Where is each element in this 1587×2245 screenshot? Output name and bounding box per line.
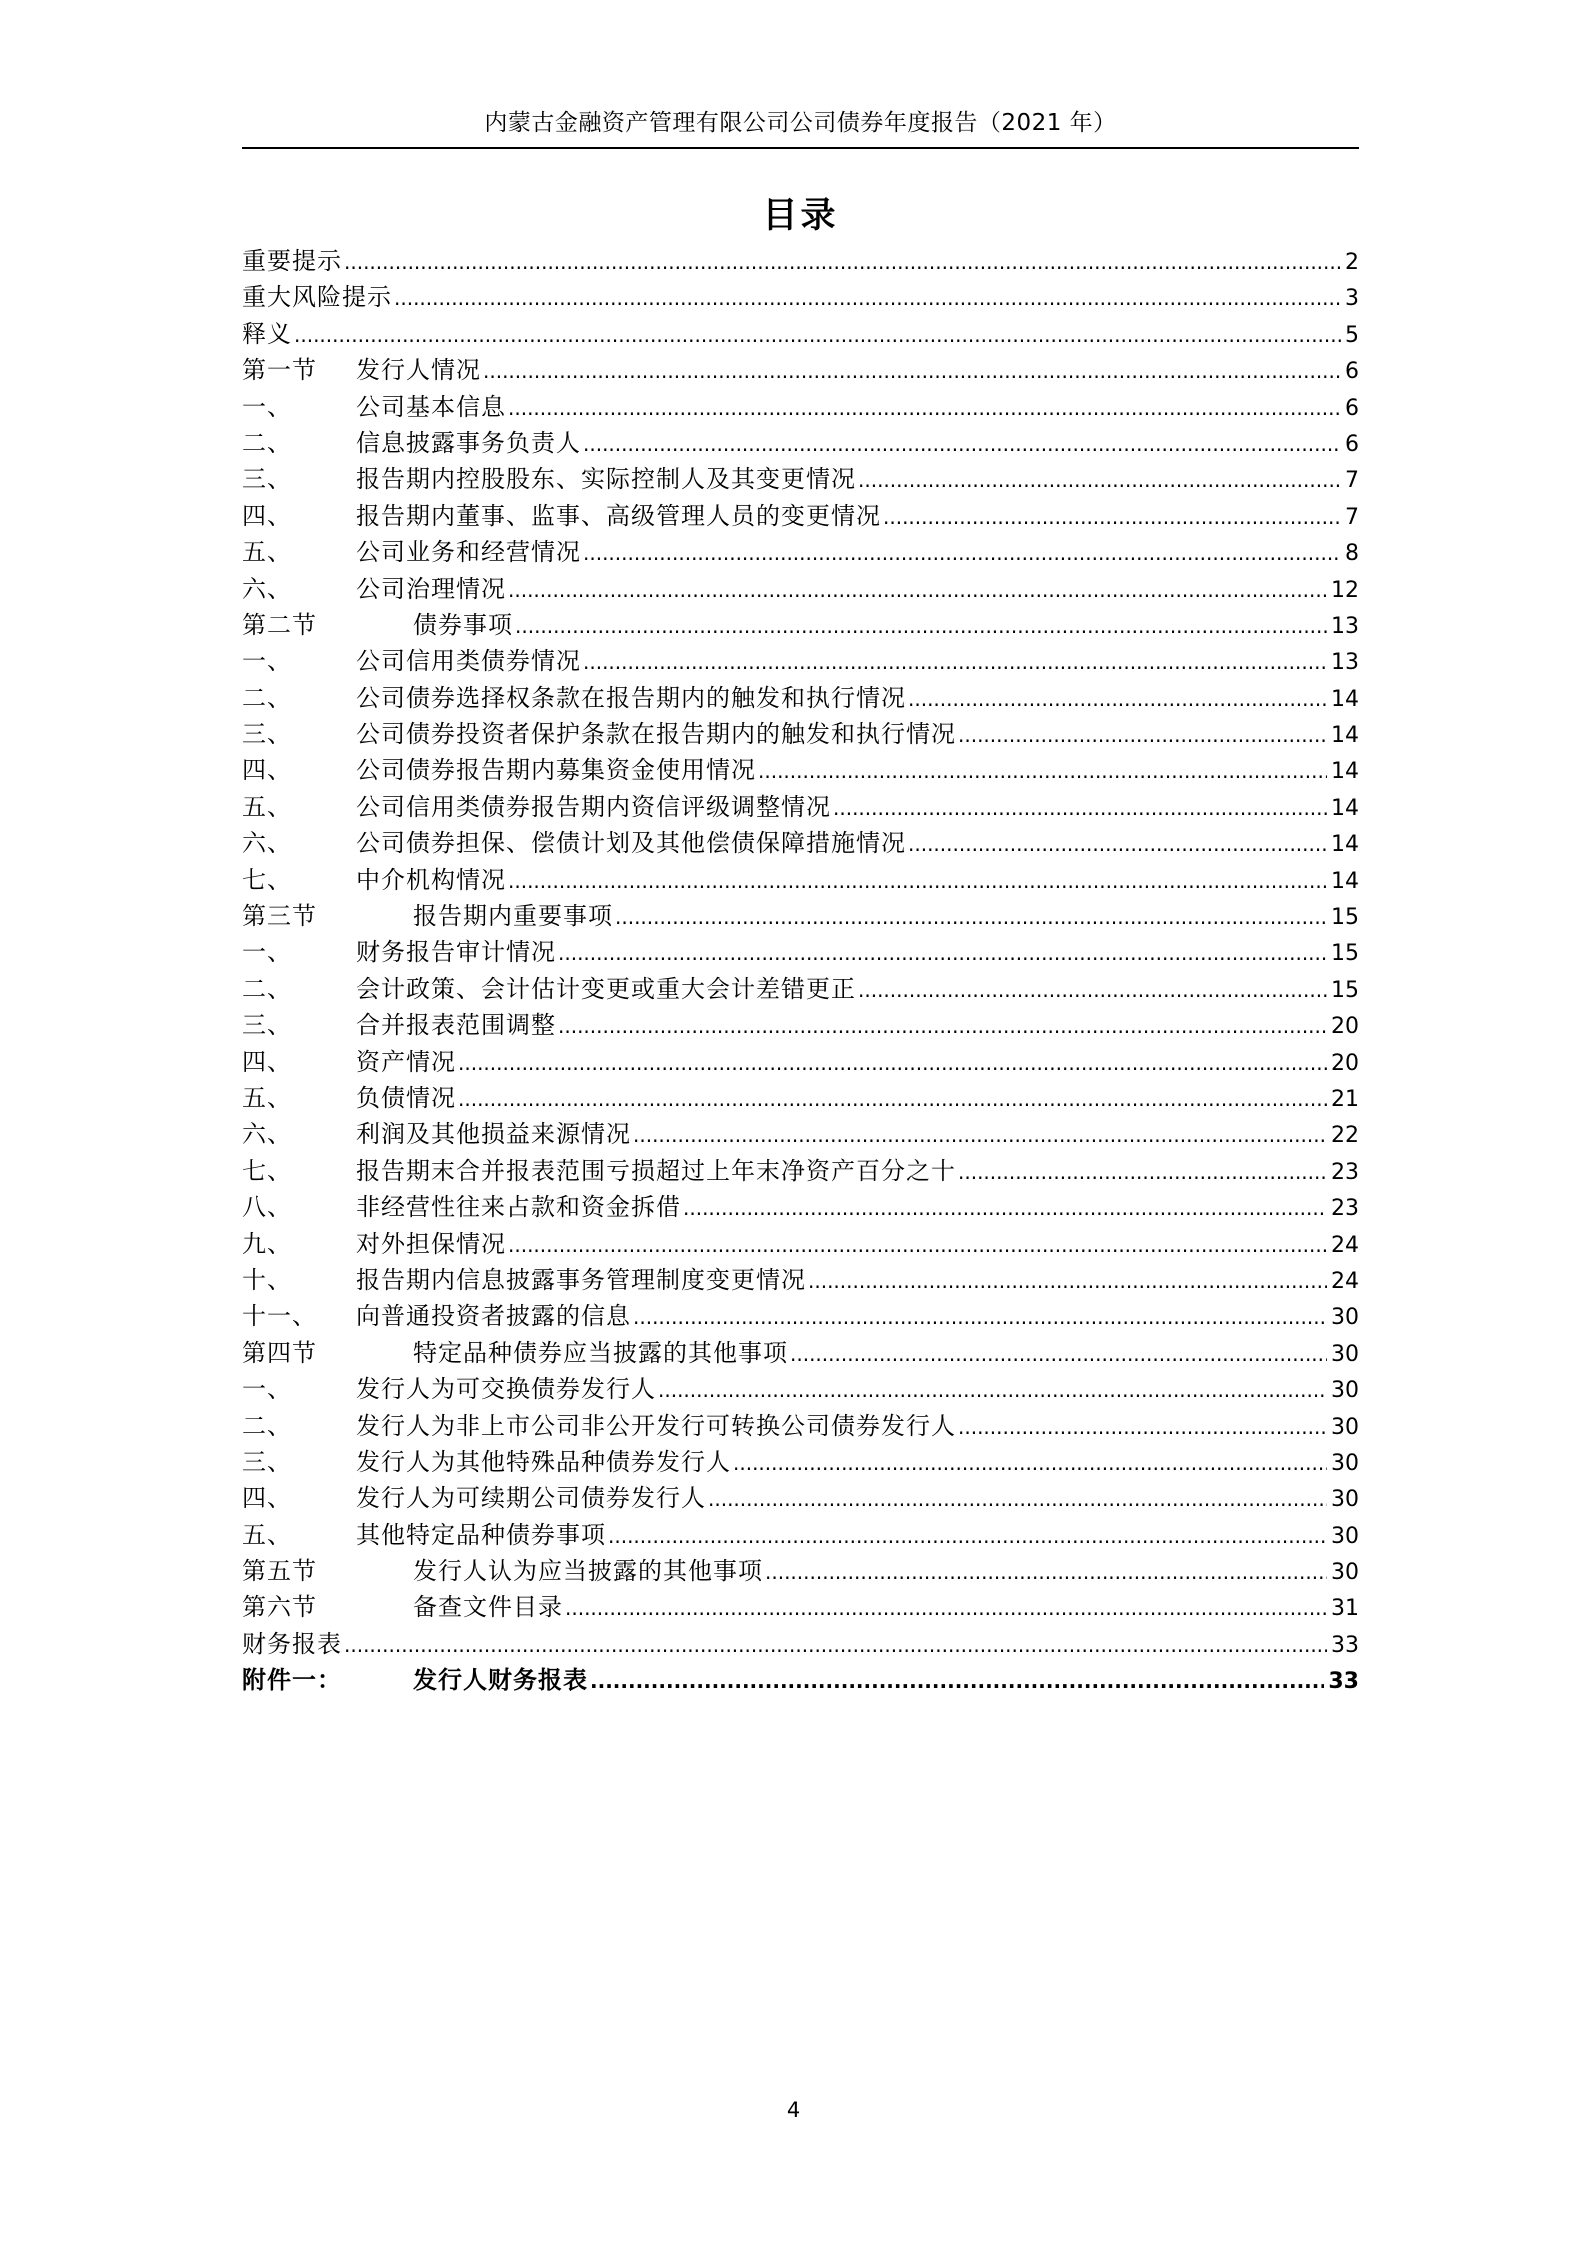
toc-entry-body [356, 680, 1359, 718]
toc-entry-page: 22 [1331, 1123, 1359, 1149]
toc-entry[interactable] [242, 243, 1359, 279]
toc-entry-body [356, 1044, 1359, 1082]
toc-entry[interactable] [242, 752, 1359, 788]
toc-entry-title: 对外担保情况 [356, 1229, 506, 1258]
toc-entry-title: 重要提示 [242, 247, 342, 275]
toc-entry-number: 四、 [242, 1484, 292, 1513]
toc-dot-leader [790, 1336, 1327, 1372]
toc-entry[interactable] [242, 934, 1359, 970]
toc-entry-title: 发行人为其他特殊品种债券发行人 [356, 1447, 731, 1476]
toc-entry-number: 三、 [242, 465, 292, 494]
toc-entry-body [413, 607, 1359, 645]
toc-entry-title: 公司业务和经营情况 [356, 538, 581, 567]
toc-entry-body [356, 1444, 1359, 1482]
toc-entry-number: 四、 [242, 756, 292, 785]
toc-entry-body [356, 1480, 1359, 1518]
toc-entry[interactable] [242, 1553, 1359, 1589]
toc-entry[interactable] [242, 1044, 1359, 1080]
toc-entry[interactable] [242, 1298, 1359, 1334]
toc-entry[interactable] [242, 389, 1359, 425]
toc-entry[interactable] [242, 1080, 1359, 1116]
toc-entry-body [356, 425, 1359, 463]
toc-entry-body [242, 243, 1359, 281]
toc-entry[interactable] [242, 461, 1359, 497]
toc-entry-title: 其他特定品种债券事项 [356, 1520, 606, 1549]
toc-entry-body [356, 825, 1359, 863]
toc-entry-body [356, 752, 1359, 790]
toc-entry[interactable] [242, 862, 1359, 898]
toc-dot-leader [958, 1409, 1327, 1445]
toc-dot-leader [633, 1299, 1327, 1335]
toc-entry-title: 合并报表范围调整 [356, 1011, 556, 1040]
page-header: 内蒙古金融资产管理有限公司公司债券年度报告（2021 年） [484, 110, 1117, 136]
toc-entry-title: 非经营性往来占款和资金拆借 [356, 1193, 681, 1222]
toc-entry-number: 五、 [242, 1520, 292, 1549]
toc-dot-leader [508, 572, 1327, 608]
toc-entry-number: 五、 [242, 792, 292, 821]
toc-entry[interactable] [242, 1335, 1359, 1371]
toc-entry-body [356, 1408, 1359, 1446]
toc-entry-body [356, 716, 1359, 754]
toc-entry[interactable] [242, 607, 1359, 643]
toc-entry[interactable] [242, 825, 1359, 861]
toc-entry[interactable] [242, 716, 1359, 752]
toc-entry-page: 14 [1331, 795, 1359, 821]
toc-entry-body [356, 934, 1359, 972]
toc-entry-body [242, 279, 1359, 317]
toc-entry-page: 24 [1331, 1268, 1359, 1294]
toc-dot-leader [565, 1590, 1327, 1626]
toc-entry[interactable] [242, 1007, 1359, 1043]
toc-entry-page: 6 [1345, 395, 1359, 421]
toc-entry-number: 三、 [242, 1447, 292, 1476]
toc-entry-number: 一、 [242, 1375, 292, 1404]
toc-entry-title: 报告期内重要事项 [413, 902, 613, 931]
toc-entry-title: 资产情况 [356, 1047, 456, 1076]
toc-entry-page: 12 [1331, 577, 1359, 603]
toc-entry-page: 15 [1331, 941, 1359, 967]
toc-entry[interactable] [242, 1444, 1359, 1480]
toc-entry-number: 一、 [242, 938, 292, 967]
toc-entry-title: 利润及其他损益来源情况 [356, 1120, 631, 1149]
toc-entry-page: 13 [1331, 613, 1359, 639]
toc-entry-title: 公司信用类债券报告期内资信评级调整情况 [356, 792, 831, 821]
toc-entry-number: 十、 [242, 1265, 292, 1294]
toc-entry-page: 30 [1331, 1487, 1359, 1513]
toc-entry-page: 20 [1331, 1050, 1359, 1076]
toc-entry-number: 第六节 [242, 1593, 317, 1622]
toc-entry-body [356, 1517, 1359, 1555]
toc-entry[interactable] [242, 352, 1359, 388]
toc-entry-page: 8 [1345, 541, 1359, 567]
toc-dot-leader [658, 1372, 1327, 1408]
toc-entry-page: 31 [1331, 1596, 1359, 1622]
toc-entry-body [356, 1226, 1359, 1264]
toc-entry-page: 21 [1331, 1086, 1359, 1112]
toc-entry[interactable] [242, 425, 1359, 461]
toc-entry-number: 四、 [242, 501, 292, 530]
toc-entry[interactable] [242, 1226, 1359, 1262]
toc-entry-body [356, 1298, 1359, 1336]
toc-entry-body [356, 352, 1359, 390]
toc-dot-leader [908, 681, 1327, 717]
toc-entry-number: 第四节 [242, 1338, 317, 1367]
toc-entry-number: 六、 [242, 829, 292, 858]
toc-entry-page: 30 [1331, 1341, 1359, 1367]
toc-entry-page: 33 [1328, 1669, 1359, 1695]
toc-entry-title: 债券事项 [413, 610, 513, 639]
toc-dot-leader [908, 826, 1327, 862]
toc-dot-leader [483, 353, 1341, 389]
toc-entry-title: 公司债券选择权条款在报告期内的触发和执行情况 [356, 683, 906, 712]
toc-entry-body [242, 1626, 1359, 1664]
toc-entry-page: 23 [1331, 1159, 1359, 1185]
toc-entry-title: 发行人为可续期公司债券发行人 [356, 1484, 706, 1513]
toc-dot-leader [608, 1518, 1327, 1554]
toc-entry-page: 15 [1331, 977, 1359, 1003]
toc-entry-title: 释义 [242, 319, 292, 348]
toc-entry-page: 24 [1331, 1232, 1359, 1258]
toc-entry-page: 23 [1331, 1196, 1359, 1222]
toc-entry-body [413, 1553, 1359, 1591]
toc-entry-title: 特定品种债券应当披露的其他事项 [413, 1338, 788, 1367]
toc-entry-body [356, 1007, 1359, 1045]
toc-dot-leader [508, 863, 1327, 899]
toc-dot-leader [858, 462, 1341, 498]
toc-entry-body [356, 789, 1359, 827]
toc-entry[interactable] [242, 316, 1359, 352]
toc-entry[interactable] [242, 279, 1359, 315]
toc-entry[interactable] [242, 498, 1359, 534]
toc-entry[interactable] [242, 680, 1359, 716]
toc-entry-title: 负债情况 [356, 1083, 456, 1112]
toc-entry-body [356, 1116, 1359, 1154]
toc-dot-leader [508, 1227, 1327, 1263]
toc-entry[interactable] [242, 1408, 1359, 1444]
toc-entry-page: 3 [1345, 286, 1359, 312]
toc-entry-page: 14 [1331, 868, 1359, 894]
toc-entry-number: 五、 [242, 538, 292, 567]
toc-entry-title: 公司基本信息 [356, 392, 506, 421]
toc-entry-page: 30 [1331, 1450, 1359, 1476]
toc-dot-leader [858, 972, 1327, 1008]
toc-entry-body [356, 1080, 1359, 1118]
toc-entry-body [356, 498, 1359, 536]
table-of-contents [242, 243, 1359, 1699]
toc-entry-number: 二、 [242, 683, 292, 712]
toc-entry-page: 30 [1331, 1378, 1359, 1404]
toc-dot-leader [708, 1481, 1327, 1517]
toc-entry-number: 二、 [242, 974, 292, 1003]
toc-entry[interactable] [242, 1371, 1359, 1407]
toc-entry-number: 四、 [242, 1047, 292, 1076]
toc-entry[interactable] [242, 971, 1359, 1007]
toc-entry-page: 6 [1345, 359, 1359, 385]
toc-entry-body [413, 1662, 1359, 1700]
toc-entry[interactable] [242, 643, 1359, 679]
toc-entry-number: 六、 [242, 1120, 292, 1149]
toc-dot-leader [633, 1117, 1327, 1153]
header-rule [242, 147, 1359, 149]
toc-dot-leader [590, 1663, 1324, 1699]
toc-entry[interactable] [242, 1589, 1359, 1625]
toc-entry-body [356, 1189, 1359, 1227]
toc-dot-leader [458, 1081, 1327, 1117]
toc-entry-number: 第五节 [242, 1557, 317, 1586]
toc-entry-page: 20 [1331, 1014, 1359, 1040]
toc-entry-number: 三、 [242, 1011, 292, 1040]
toc-entry-number: 八、 [242, 1193, 292, 1222]
toc-dot-leader [733, 1445, 1327, 1481]
toc-entry-body [413, 1335, 1359, 1373]
toc-entry-body [413, 1589, 1359, 1627]
toc-dot-leader [583, 535, 1341, 571]
toc-entry-page: 30 [1331, 1414, 1359, 1440]
toc-entry-page: 2 [1345, 250, 1359, 275]
toc-entry[interactable] [242, 1189, 1359, 1225]
toc-entry-title: 发行人财务报表 [413, 1665, 588, 1695]
toc-entry-page: 15 [1331, 905, 1359, 931]
toc-entry-title: 会计政策、会计估计变更或重大会计差错更正 [356, 974, 856, 1003]
toc-entry-body [356, 571, 1359, 609]
toc-entry-number: 七、 [242, 1156, 292, 1185]
toc-entry-title: 财务报告审计情况 [356, 938, 556, 967]
toc-entry-page: 14 [1331, 759, 1359, 785]
toc-dot-leader [808, 1263, 1327, 1299]
toc-entry-title: 报告期末合并报表范围亏损超过上年末净资产百分之十 [356, 1156, 956, 1185]
toc-entry-title: 发行人为非上市公司非公开发行可转换公司债券发行人 [356, 1411, 956, 1440]
toc-entry-title: 信息披露事务负责人 [356, 428, 581, 457]
toc-entry-body [356, 534, 1359, 572]
toc-entry[interactable] [242, 534, 1359, 570]
toc-dot-leader [558, 935, 1327, 971]
toc-entry-body [356, 1262, 1359, 1300]
toc-dot-leader [958, 1154, 1327, 1190]
toc-entry-page: 30 [1331, 1305, 1359, 1331]
toc-entry-body [356, 971, 1359, 1009]
toc-entry-title: 报告期内董事、监事、高级管理人员的变更情况 [356, 501, 881, 530]
toc-entry-body [356, 1371, 1359, 1409]
toc-entry[interactable] [242, 1262, 1359, 1298]
toc-entry[interactable] [242, 789, 1359, 825]
toc-entry-body [356, 389, 1359, 427]
toc-entry-number: 十一、 [242, 1302, 317, 1331]
toc-entry-title: 发行人为可交换债券发行人 [356, 1375, 656, 1404]
toc-entry-page: 7 [1345, 468, 1359, 494]
toc-dot-leader [394, 280, 1341, 316]
toc-dot-leader [558, 1008, 1327, 1044]
toc-entry-title: 财务报表 [242, 1629, 342, 1658]
toc-dot-leader [833, 790, 1327, 826]
toc-entry-number: 九、 [242, 1229, 292, 1258]
toc-dot-leader [583, 426, 1341, 462]
toc-entry-number: 二、 [242, 1411, 292, 1440]
toc-entry-page: 14 [1331, 832, 1359, 858]
toc-entry-page: 30 [1331, 1523, 1359, 1549]
toc-entry[interactable] [242, 1517, 1359, 1553]
toc-entry-title: 公司债券担保、偿债计划及其他偿债保障措施情况 [356, 829, 906, 858]
toc-dot-leader [508, 390, 1341, 426]
toc-entry-page: 7 [1345, 504, 1359, 530]
toc-dot-leader [958, 717, 1327, 753]
toc-entry-number: 七、 [242, 865, 292, 894]
toc-entry-page: 33 [1331, 1632, 1359, 1658]
toc-entry-page: 13 [1331, 650, 1359, 676]
toc-entry-page: 14 [1331, 723, 1359, 749]
toc-entry-page: 5 [1345, 322, 1359, 348]
page-number: 4 [786, 2098, 801, 2122]
toc-dot-leader [515, 608, 1327, 644]
toc-entry-number: 一、 [242, 392, 292, 421]
toc-entry-body [356, 1153, 1359, 1191]
toc-entry[interactable] [242, 898, 1359, 934]
toc-entry-number: 第三节 [242, 902, 317, 931]
toc-entry-body [242, 316, 1359, 354]
toc-entry[interactable] [242, 1662, 1359, 1698]
toc-entry-number: 一、 [242, 647, 292, 676]
toc-entry-number: 附件一： [242, 1665, 342, 1695]
toc-dot-leader [683, 1190, 1327, 1226]
toc-entry-title: 向普通投资者披露的信息 [356, 1302, 631, 1331]
toc-entry-number: 二、 [242, 428, 292, 457]
toc-entry-body [413, 898, 1359, 936]
toc-dot-leader [583, 644, 1327, 680]
toc-entry[interactable] [242, 1116, 1359, 1152]
toc-entry-number: 第一节 [242, 356, 317, 385]
toc-entry[interactable] [242, 571, 1359, 607]
toc-entry-title: 报告期内控股股东、实际控制人及其变更情况 [356, 465, 856, 494]
toc-entry-number: 六、 [242, 574, 292, 603]
toc-entry-number: 五、 [242, 1083, 292, 1112]
toc-entry[interactable] [242, 1626, 1359, 1662]
toc-dot-leader [615, 899, 1327, 935]
toc-entry[interactable] [242, 1480, 1359, 1516]
toc-dot-leader [758, 753, 1327, 789]
toc-dot-leader [883, 499, 1341, 535]
toc-entry-page: 30 [1331, 1560, 1359, 1586]
toc-entry-title: 公司治理情况 [356, 574, 506, 603]
toc-entry-number: 第二节 [242, 610, 317, 639]
toc-entry-number: 三、 [242, 720, 292, 749]
toc-entry-title: 发行人认为应当披露的其他事项 [413, 1557, 763, 1586]
toc-dot-leader [294, 317, 1341, 353]
toc-dot-leader [458, 1045, 1327, 1081]
toc-entry-title: 公司信用类债券情况 [356, 647, 581, 676]
toc-entry-page: 14 [1331, 686, 1359, 712]
toc-entry-title: 发行人情况 [356, 356, 481, 385]
toc-entry-body [356, 461, 1359, 499]
toc-dot-leader [344, 244, 1341, 280]
toc-entry-title: 中介机构情况 [356, 865, 506, 894]
toc-entry-title: 报告期内信息披露事务管理制度变更情况 [356, 1265, 806, 1294]
toc-entry-title: 重大风险提示 [242, 283, 392, 312]
toc-entry-body [356, 862, 1359, 900]
toc-entry-body [356, 643, 1359, 681]
toc-entry-page: 6 [1345, 431, 1359, 457]
toc-dot-leader [765, 1554, 1327, 1590]
toc-entry-title: 公司债券报告期内募集资金使用情况 [356, 756, 756, 785]
toc-dot-leader [344, 1627, 1327, 1663]
page-title: 目录 [762, 195, 839, 236]
toc-entry-title: 公司债券投资者保护条款在报告期内的触发和执行情况 [356, 720, 956, 749]
toc-entry-title: 备查文件目录 [413, 1593, 563, 1622]
toc-entry[interactable] [242, 1153, 1359, 1189]
